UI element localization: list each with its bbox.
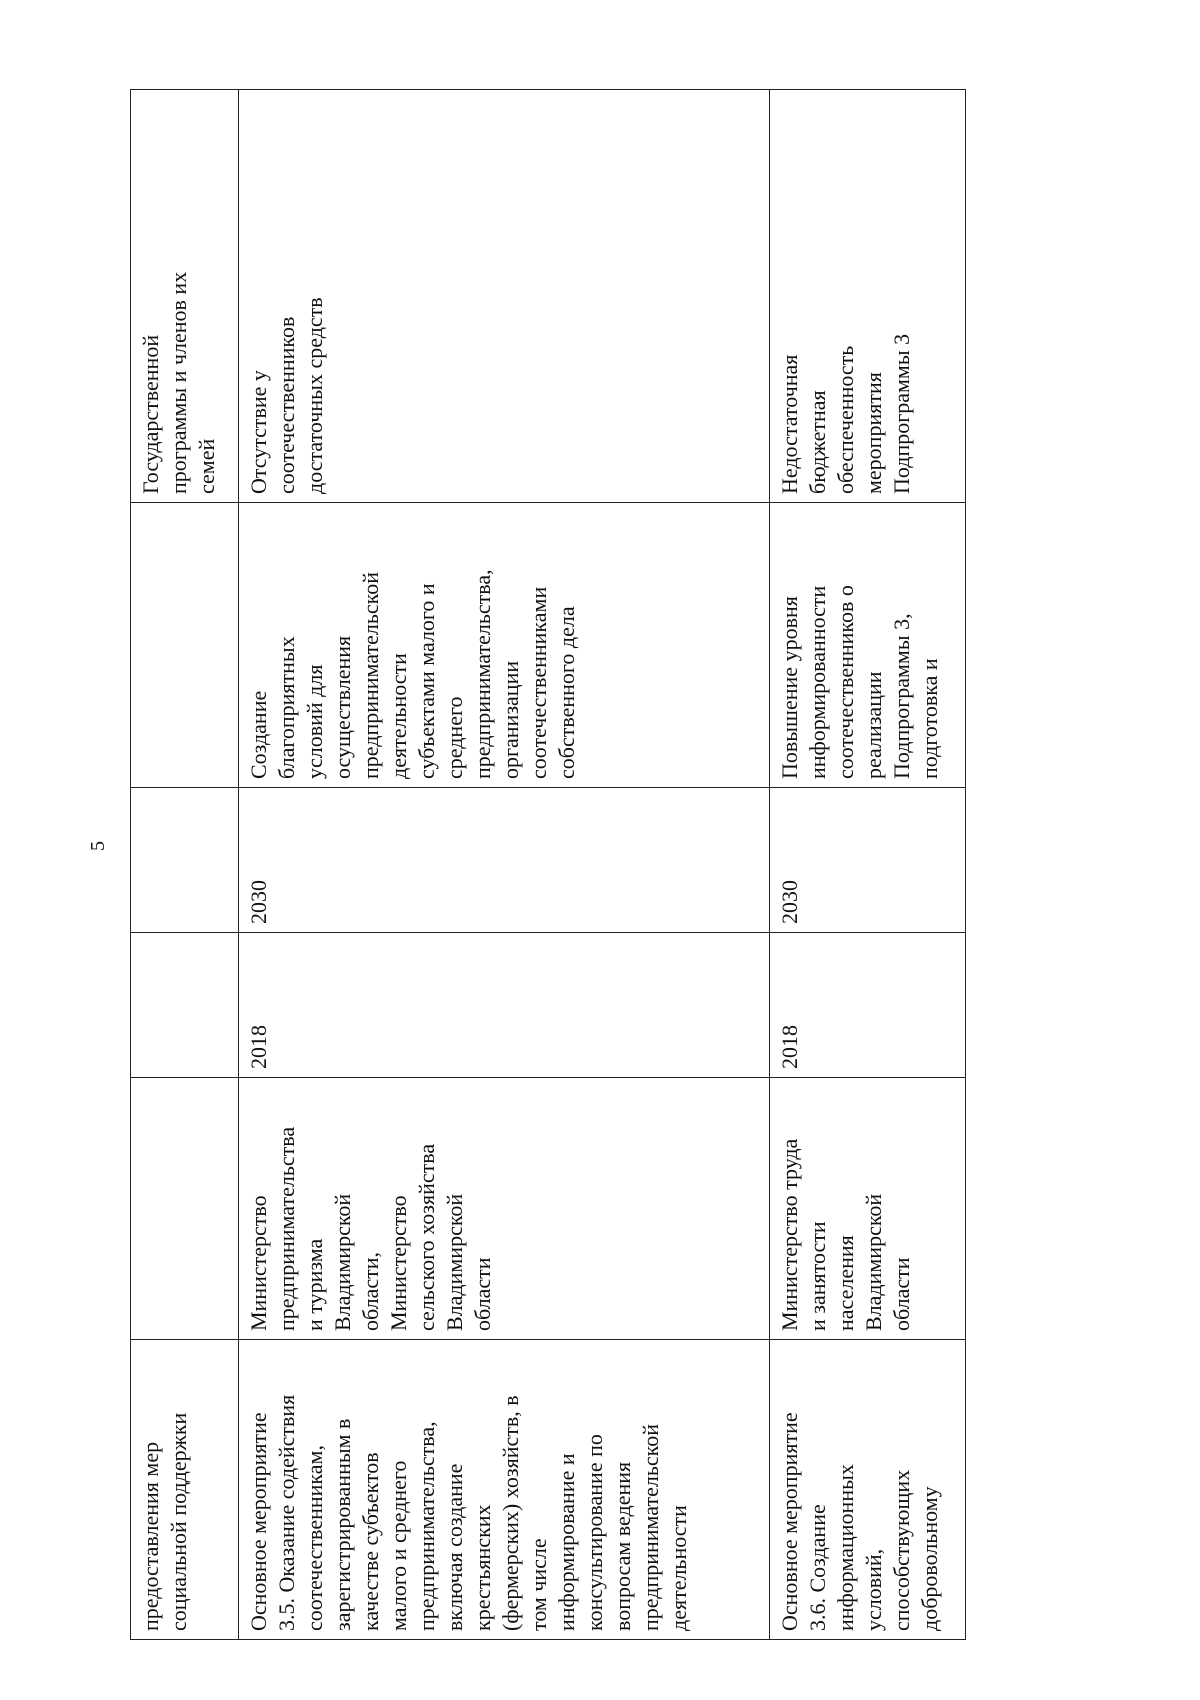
result-cell: Повышение уровня информированности соотечественников о реализации Подпрограммы 3, подготовка и bbox=[770, 503, 966, 788]
table-container bbox=[130, 90, 986, 1640]
start-year-cell: 2018 bbox=[770, 933, 966, 1078]
table-row bbox=[770, 90, 966, 1640]
end-year-cell: 2030 bbox=[239, 788, 770, 933]
measure-cell: Основное мероприятие 3.5. Оказание содействия соотечественникам, зарегистрированным в качестве субъектов малого и среднего предпринимательства, включая создание крестьянских (фермерских) хозяйств, в том числе информирование и консультирование по вопросам ведения предпринимательской деятельности bbox=[239, 1340, 770, 1640]
executor-cell bbox=[131, 1078, 239, 1340]
program-measures-table bbox=[130, 89, 966, 1640]
executor-cell: Министерство труда и занятости населения Владимирской области bbox=[770, 1078, 966, 1340]
start-year-cell: 2018 bbox=[239, 933, 770, 1078]
measure-cell: предоставления мер социальной поддержки bbox=[131, 1340, 239, 1640]
table-row bbox=[239, 90, 770, 1640]
end-year-cell bbox=[131, 788, 239, 933]
start-year-cell bbox=[131, 933, 239, 1078]
executor-cell: Министерство предпринимательства и туризма Владимирской области, Министерство сельского хозяйства Владимирской области bbox=[239, 1078, 770, 1340]
measure-cell: Основное мероприятие 3.6. Создание информационных условий, способствующих добровольному bbox=[770, 1340, 966, 1640]
result-cell bbox=[131, 503, 239, 788]
page-number: 5 bbox=[87, 841, 109, 851]
result-cell: Создание благоприятных условий для осуществления предпринимательской деятельности субъектами малого и среднего предпринимательства, организации соотечественниками собственного дела bbox=[239, 503, 770, 788]
end-year-cell: 2030 bbox=[770, 788, 966, 933]
table-row bbox=[131, 90, 239, 1640]
risk-cell: Недостаточная бюджетная обеспеченность мероприятия Подпрограммы 3 bbox=[770, 90, 966, 503]
risk-cell: Отсутствие у соотечественников достаточных средств bbox=[239, 90, 770, 503]
risk-cell: Государственной программы и членов их семей bbox=[131, 90, 239, 503]
